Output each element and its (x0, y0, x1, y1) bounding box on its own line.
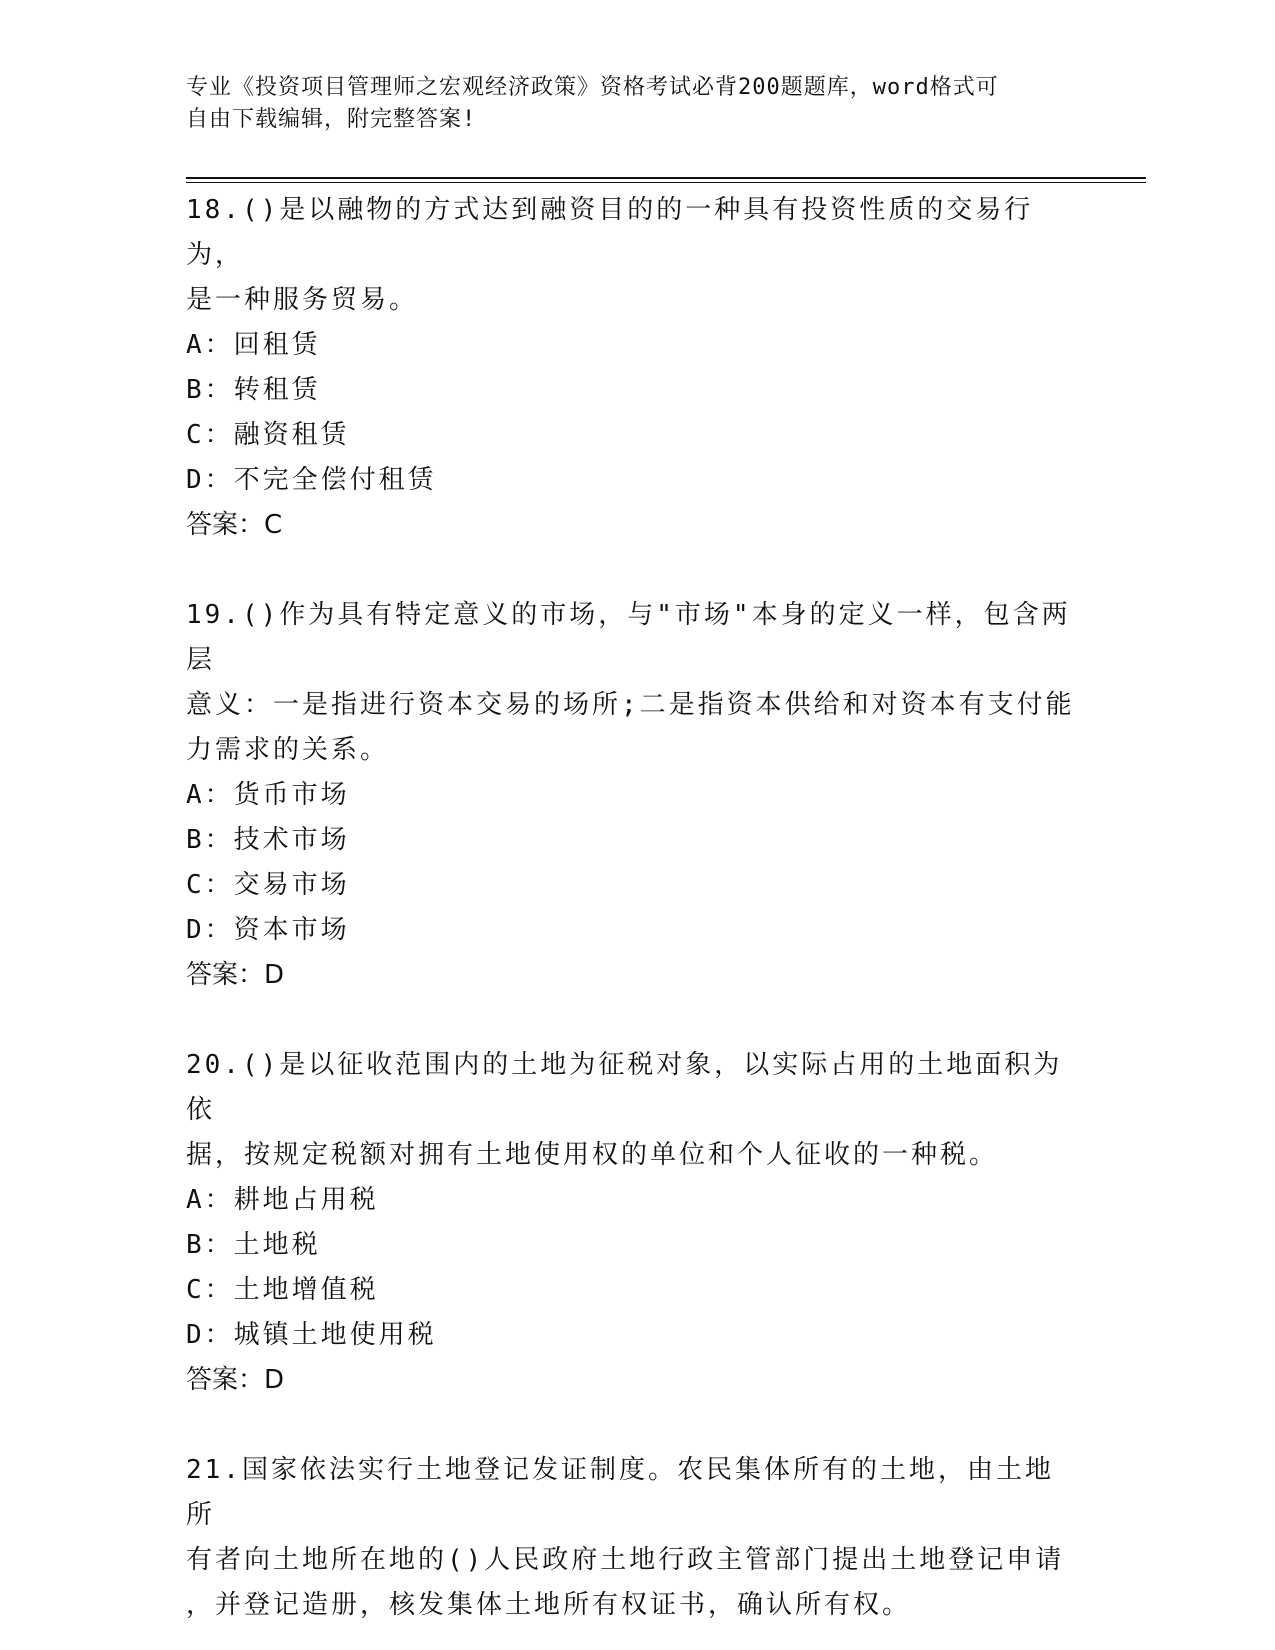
question-gap (186, 998, 1076, 1043)
option-c: C：交易市场 (186, 870, 350, 900)
option-c: C：土地增值税 (186, 1275, 379, 1305)
answer: 答案：D (186, 960, 285, 990)
option-d: D：城镇土地使用税 (186, 1320, 437, 1350)
question-text-line: 有者向土地所在地的()人民政府土地行政主管部门提出土地登记申请 (186, 1545, 1065, 1575)
question-text-line: 意义：一是指进行资本交易的场所;二是指资本供给和对资本有支付能 (186, 690, 1075, 720)
question-list (186, 188, 1076, 1628)
question-gap (186, 548, 1076, 593)
question-text-line: 18.()是以融物的方式达到融资目的的一种具有投资性质的交易行为， (186, 195, 1034, 270)
option-a: A：回租赁 (186, 330, 321, 360)
question-text-line: 19.()作为具有特定意义的市场，与"市场"本身的定义一样，包含两层 (186, 600, 1071, 675)
answer: 答案：C (186, 510, 283, 540)
option-a: A：耕地占用税 (186, 1185, 379, 1215)
question-text-line: 据，按规定税额对拥有土地使用权的单位和个人征收的一种税。 (186, 1140, 999, 1170)
question-20 (186, 1043, 1076, 1403)
header-rule-thin (186, 182, 1146, 183)
question-text-line: 21.国家依法实行土地登记发证制度。农民集体所有的土地，由土地所 (186, 1455, 1054, 1530)
question-21 (186, 1448, 1076, 1628)
question-text-line: 力需求的关系。 (186, 735, 390, 765)
option-c: C：融资租赁 (186, 420, 350, 450)
question-text-line: ，并登记造册，核发集体土地所有权证书，确认所有权。 (186, 1590, 912, 1620)
document-header (186, 72, 1066, 136)
header-line-1: 专业《投资项目管理师之宏观经济政策》资格考试必背200题题库，word格式可 (186, 75, 999, 100)
question-18 (186, 188, 1076, 548)
option-b: B：土地税 (186, 1230, 321, 1260)
option-d: D：不完全偿付租赁 (186, 465, 437, 495)
question-19 (186, 593, 1076, 998)
header-line-2: 自由下载编辑，附完整答案! (186, 107, 477, 132)
question-gap (186, 1403, 1076, 1448)
answer: 答案：D (186, 1365, 285, 1395)
option-a: A：货币市场 (186, 780, 350, 810)
option-b: B：技术市场 (186, 825, 350, 855)
question-text-line: 20.()是以征收范围内的土地为征税对象，以实际占用的土地面积为依 (186, 1050, 1063, 1125)
header-rule-thick (186, 177, 1146, 179)
option-d: D：资本市场 (186, 915, 350, 945)
question-text-line: 是一种服务贸易。 (186, 285, 419, 315)
option-b: B：转租赁 (186, 375, 321, 405)
